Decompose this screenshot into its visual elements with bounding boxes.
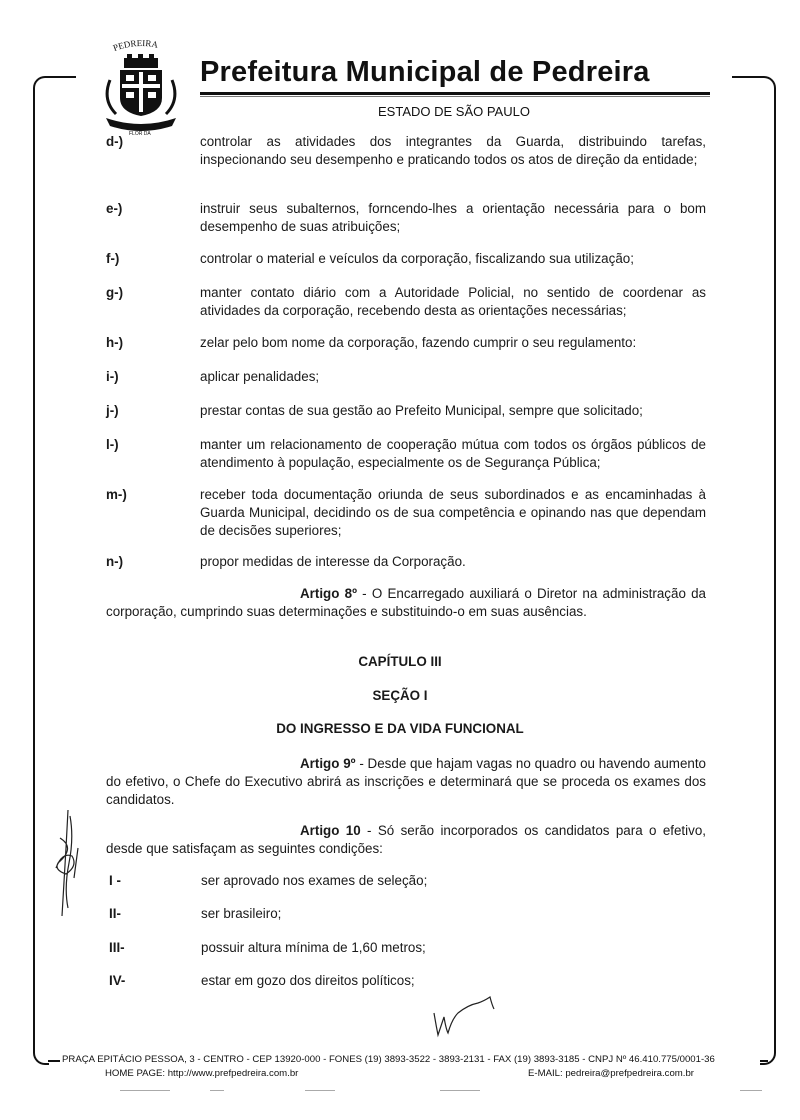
item-label: n-) xyxy=(106,554,124,569)
item-label: j-) xyxy=(106,403,119,418)
item-text: zelar pelo bom nome da corporação, fazendo cumprir o seu regulamento: xyxy=(200,335,637,350)
frame-dash xyxy=(48,1060,60,1062)
condition-label: III- xyxy=(109,940,125,955)
section-heading: SEÇÃO I xyxy=(372,688,428,703)
item-label: f-) xyxy=(106,251,120,266)
scan-speck xyxy=(740,1090,762,1091)
condition-text: ser brasileiro; xyxy=(201,906,282,921)
artigo-text: - Desde que hajam vagas no quadro ou havendo aumento do efetivo, o Chefe do Executivo abrirá as inscrições e determinará que se proceda os exames dos candidatos. xyxy=(106,756,707,807)
item-text: controlar o material e veículos da corporação, fiscalizando sua utilização; xyxy=(200,251,634,266)
svg-text:PEDREIRA: PEDREIRA xyxy=(111,40,160,54)
page-frame-left xyxy=(33,76,49,1065)
artigo-label: Artigo 10 xyxy=(300,823,361,838)
frame-dash xyxy=(732,76,762,78)
scan-speck xyxy=(210,1090,224,1091)
item-text: receber toda documentação oriunda de seus subordinados e as encaminhadas à Guarda Municipal, decidindo os de sua competência e opinando nas que dependam de decisões superiores; xyxy=(200,487,706,538)
item-text: propor medidas de interesse da Corporação. xyxy=(200,554,466,569)
artigo-label: Artigo 8º xyxy=(300,586,357,601)
item-text: manter um relacionamento de cooperação mútua com todos os órgãos públicos de atendimento à população, especialmente os de Segurança Pública; xyxy=(200,437,706,470)
section-title-heading: DO INGRESSO E DA VIDA FUNCIONAL xyxy=(276,721,524,736)
item-label: i-) xyxy=(106,369,119,384)
item-label: h-) xyxy=(106,335,124,350)
frame-dash xyxy=(48,76,76,78)
svg-text:FLOR DA: FLOR DA xyxy=(129,131,151,137)
condition-label: IV- xyxy=(109,973,126,988)
item-text: instruir seus subalternos, forncendo-lhes a orientação necessária para o bom desempenho de suas atribuições; xyxy=(200,201,706,234)
condition-text: possuir altura mínima de 1,60 metros; xyxy=(201,940,426,955)
item-label: e-) xyxy=(106,201,123,216)
handwritten-signature-margin xyxy=(48,808,88,918)
footer-address: PRAÇA EPITÁCIO PESSOA, 3 - CENTRO - CEP 13920-000 - FONES (19) 3893-3522 - 3893-2131 - FAX (19) 3893-3185 - CNPJ Nº 46.410.775/0001-36 xyxy=(62,1054,715,1065)
title-underline-thin xyxy=(200,96,710,97)
item-label: m-) xyxy=(106,487,127,502)
frame-dash xyxy=(760,1060,768,1062)
artigo-9-paragraph xyxy=(106,755,706,809)
artigo-8-paragraph xyxy=(106,585,706,621)
condition-text: ser aprovado nos exames de seleção; xyxy=(201,873,428,888)
item-label: l-) xyxy=(106,437,119,452)
scan-speck xyxy=(305,1090,335,1091)
item-text: manter contato diário com a Autoridade Policial, no sentido de coordenar as atividades da corporação, recebendo desta as orientações necessárias; xyxy=(200,285,706,318)
handwritten-initials xyxy=(428,995,498,1040)
artigo-label: Artigo 9º xyxy=(300,756,356,771)
document-title: Prefeitura Municipal de Pedreira xyxy=(200,56,650,88)
condition-label: II- xyxy=(109,906,121,921)
coat-of-arms-logo xyxy=(96,40,186,140)
artigo-text: - Só serão incorporados os candidatos para o efetivo, desde que satisfaçam as seguintes condições: xyxy=(106,823,706,856)
document-subtitle: ESTADO DE SÃO PAULO xyxy=(378,104,530,119)
title-underline xyxy=(200,92,710,95)
artigo-10-paragraph xyxy=(106,822,706,858)
page-frame-right xyxy=(760,76,776,1065)
scan-speck xyxy=(440,1090,480,1091)
item-label: d-) xyxy=(106,134,124,149)
condition-label: I - xyxy=(109,873,121,888)
item-text: controlar as atividades dos integrantes da Guarda, distribuindo tarefas, inspecionando seu desempenho e praticando todos os atos de direção da entidade; xyxy=(200,134,706,167)
item-label: g-) xyxy=(106,285,124,300)
scan-speck xyxy=(120,1090,170,1091)
item-text: aplicar penalidades; xyxy=(200,369,320,384)
footer-email: E-MAIL: pedreira@prefpedreira.com.br xyxy=(528,1068,694,1079)
chapter-heading: CAPÍTULO III xyxy=(358,654,442,669)
footer-homepage: HOME PAGE: http://www.prefpedreira.com.br xyxy=(105,1068,299,1079)
artigo-text: - O Encarregado auxiliará o Diretor na administração da corporação, cumprindo suas determinações e substituindo-o em suas ausências. xyxy=(106,586,706,619)
item-text: prestar contas de sua gestão ao Prefeito Municipal, sempre que solicitado; xyxy=(200,403,643,418)
condition-text: estar em gozo dos direitos políticos; xyxy=(201,973,415,988)
